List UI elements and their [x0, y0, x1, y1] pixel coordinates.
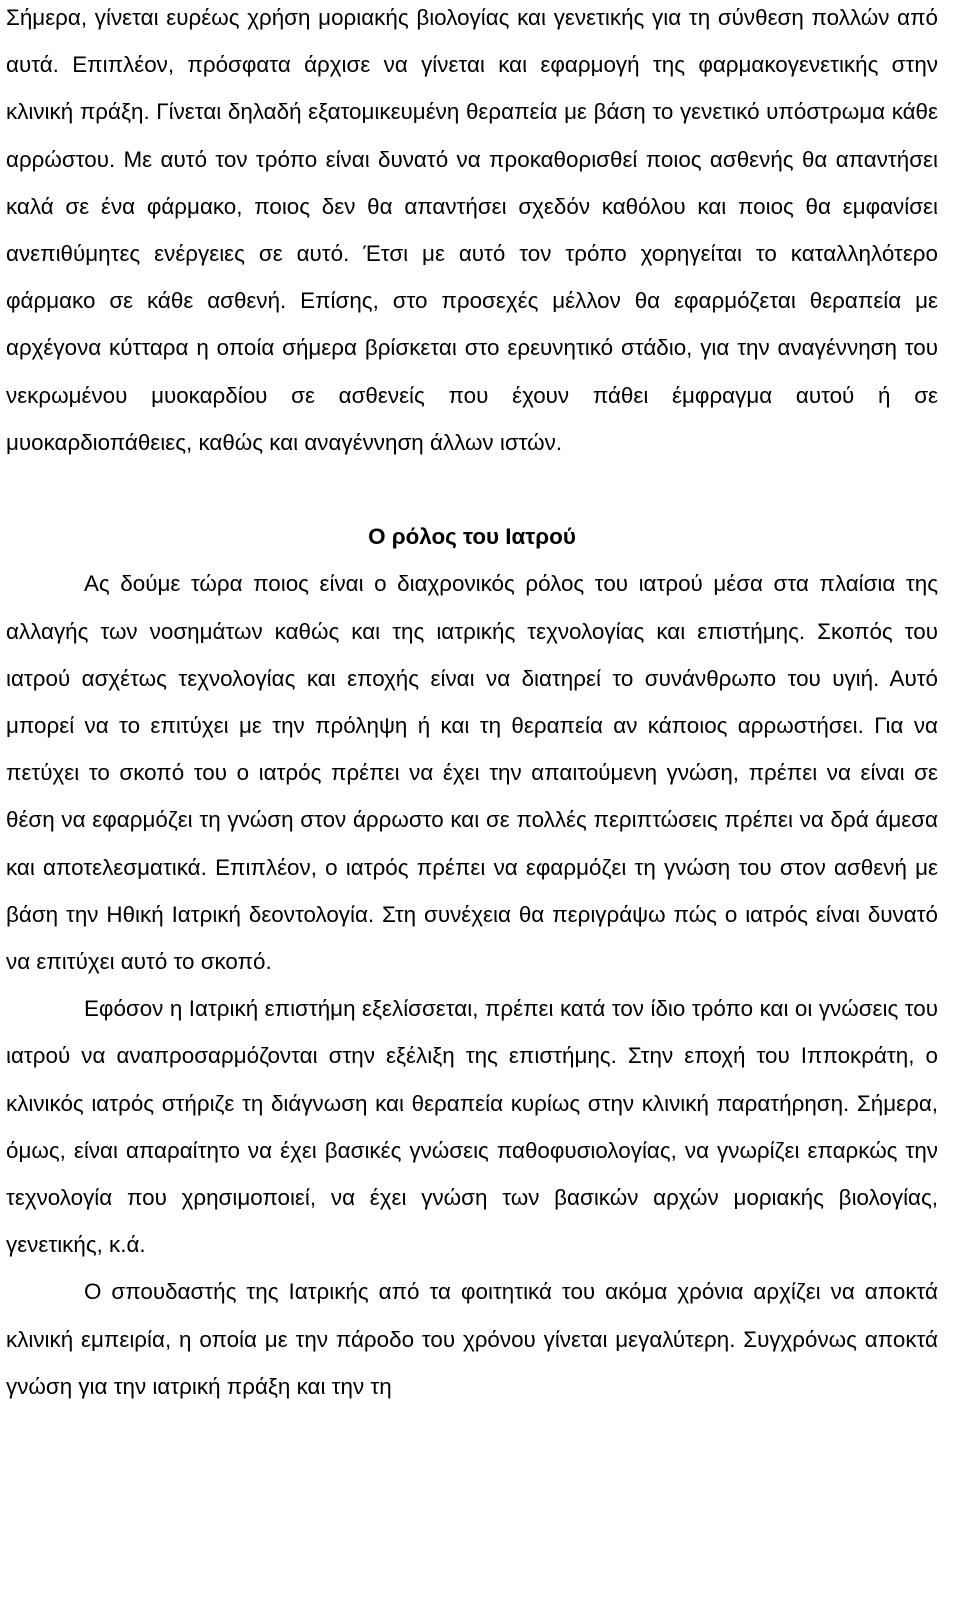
document-page [6, 0, 938, 1410]
section-heading: Ο ρόλος του Ιατρού [368, 524, 576, 550]
paragraph-intro: Σήμερα, γίνεται ευρέως χρήση μοριακής βιολογίας και γενετικής για τη σύνθεση πολλών από αυτά. Επιπλέον, πρόσφατα άρχισε να γίνεται και εφαρμογή της φαρμακογενετικής στην κλινική πράξη. Γίνεται δηλαδή εξατομικευμένη θεραπεία με βάση το γενετικό υπόστρωμα κάθε αρρώστου. Με αυτό τον τρόπο είναι δυνατό να προκαθορισθεί ποιος ασθενής θα απαντήσει καλά σε ένα φάρμακο, ποιος δεν θα απαντήσει σχεδόν καθόλου και ποιος θα εμφανίσει ανεπιθύμητες ενέργειες σε αυτό. Έτσι με αυτό τον τρόπο χορηγείται το καταλληλότερο φάρμακο σε κάθε ασθενή. Επίσης, στο προσεχές μέλλον θα εφαρμόζεται θεραπεία με αρχέγονα κύτταρα η οποία σήμερα βρίσκεται στο ερευνητικό στάδιο, για την αναγέννηση του νεκρωμένου μυοκαρδίου σε ασθενείς που έχουν πάθει έμφραγμα αυτού ή σε μυοκαρδιοπάθειες, καθώς και αναγέννηση άλλων ιστών. [6, 5, 938, 455]
paragraph-student-experience: Ο σπουδαστής της Ιατρικής από τα φοιτητικά του ακόμα χρόνια αρχίζει να αποκτά κλινική εμπειρία, η οποία με την πάροδο του χρόνου γίνεται μεγαλύτερη. Συγχρόνως αποκτά γνώση για την ιατρική πράξη και την τη [6, 1279, 938, 1399]
blank-line [6, 466, 938, 513]
paragraph-evolving-knowledge: Εφόσον η Ιατρική επιστήμη εξελίσσεται, πρέπει κατά τον ίδιο τρόπο και οι γνώσεις του ιατρού να αναπροσαρμόζονται στην εξέλιξη της επιστήμης. Στην εποχή του Ιπποκράτη, ο κλινικός ιατρός στήριζε τη διάγνωση και θεραπεία κυρίως στην κλινική παρατήρηση. Σήμερα, όμως, είναι απαραίτητο να έχει βασικές γνώσεις παθοφυσιολογίας, να γνωρίζει επαρκώς την τεχνολογία που χρησιμοποιεί, να έχει γνώση των βασικών αρχών μοριακής βιολογίας, γενετικής, κ.ά. [6, 996, 938, 1258]
paragraph-role-of-doctor: Ας δούμε τώρα ποιος είναι ο διαχρονικός ρόλος του ιατρού μέσα στα πλαίσια της αλλαγής των νοσημάτων καθώς και της ιατρικής τεχνολογίας και επιστήμης. Σκοπός του ιατρού ασχέτως τεχνολογίας και εποχής είναι να διατηρεί το συνάνθρωπο του υγιή. Αυτό μπορεί να το επιτύχει με την πρόληψη ή και τη θεραπεία αν κάποιος αρρωστήσει. Για να πετύχει το σκοπό του ο ιατρός πρέπει να έχει την απαιτούμενη γνώση, πρέπει να είναι σε θέση να εφαρμόζει τη γνώση στον άρρωστο και σε πολλές περιπτώσεις πρέπει να δρά άμεσα και αποτελεσματικά. Επιπλέον, ο ιατρός πρέπει να εφαρμόζει τη γνώση του στον ασθενή με βάση την Ηθική Ιατρική δεοντολογία. Στη συνέχεια θα περιγράψω πώς ο ιατρός είναι δυνατό να επιτύχει αυτό το σκοπό. [6, 571, 938, 975]
